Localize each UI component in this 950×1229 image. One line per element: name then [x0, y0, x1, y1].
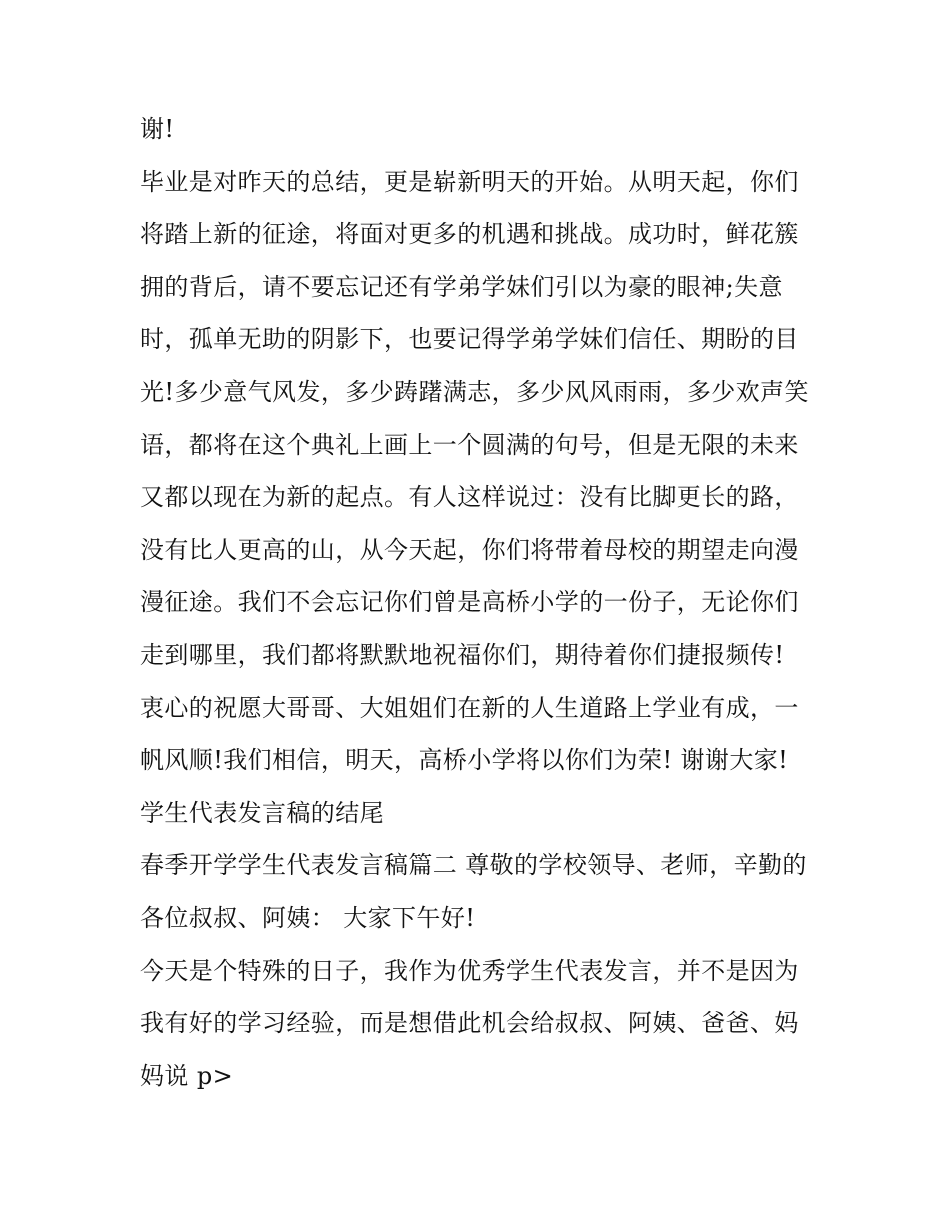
paragraph-2: 毕业是对昨天的总结，更是崭新明天的开始。从明天起，你们将踏上新的征途，将面对更多的机遇和挑战。成功时，鲜花簇拥的背后，请不要忘记还有学弟学妹们引以为豪的眼神;失意时，孤单无助的阴影下，也要记得学弟学妹们信任、期盼的目光!多少意气风发，多少踌躇满志，多少风风雨雨，多少欢声笑语，都将在这个典礼上画上一个圆满的句号，但是无限的未来又都以现在为新的起点。有人这样说过：没有比脚更长的路，没有比人更高的山，从今天起，你们将带着母校的期望走向漫漫征途。我们不会忘记你们曾是高桥小学的一份子，无论你们走到哪里，我们都将默默地祝福你们，期待着你们捷报频传! [140, 167, 809, 669]
paragraph-1: 谢! [140, 115, 175, 143]
paragraph-4: 学生代表发言稿的结尾 [140, 798, 384, 827]
paragraph-5: 春季开学学生代表发言稿篇二 尊敬的学校领导、老师，辛勤的各位叔叔、阿姨： 大家下午好! [140, 851, 807, 932]
paragraph-6: 今天是个特殊的日子，我作为优秀学生代表发言，并不是因为我有好的学习经验，而是想借此机会给叔叔、阿姨、爸爸、妈妈说 p> [140, 956, 799, 1090]
paragraph-3: 衷心的祝愿大哥哥、大姐姐们在新的人生道路上学业有成，一帆风顺!我们相信，明天，高桥小学将以你们为荣! 谢谢大家! [140, 693, 799, 775]
document-body [140, 103, 820, 1102]
